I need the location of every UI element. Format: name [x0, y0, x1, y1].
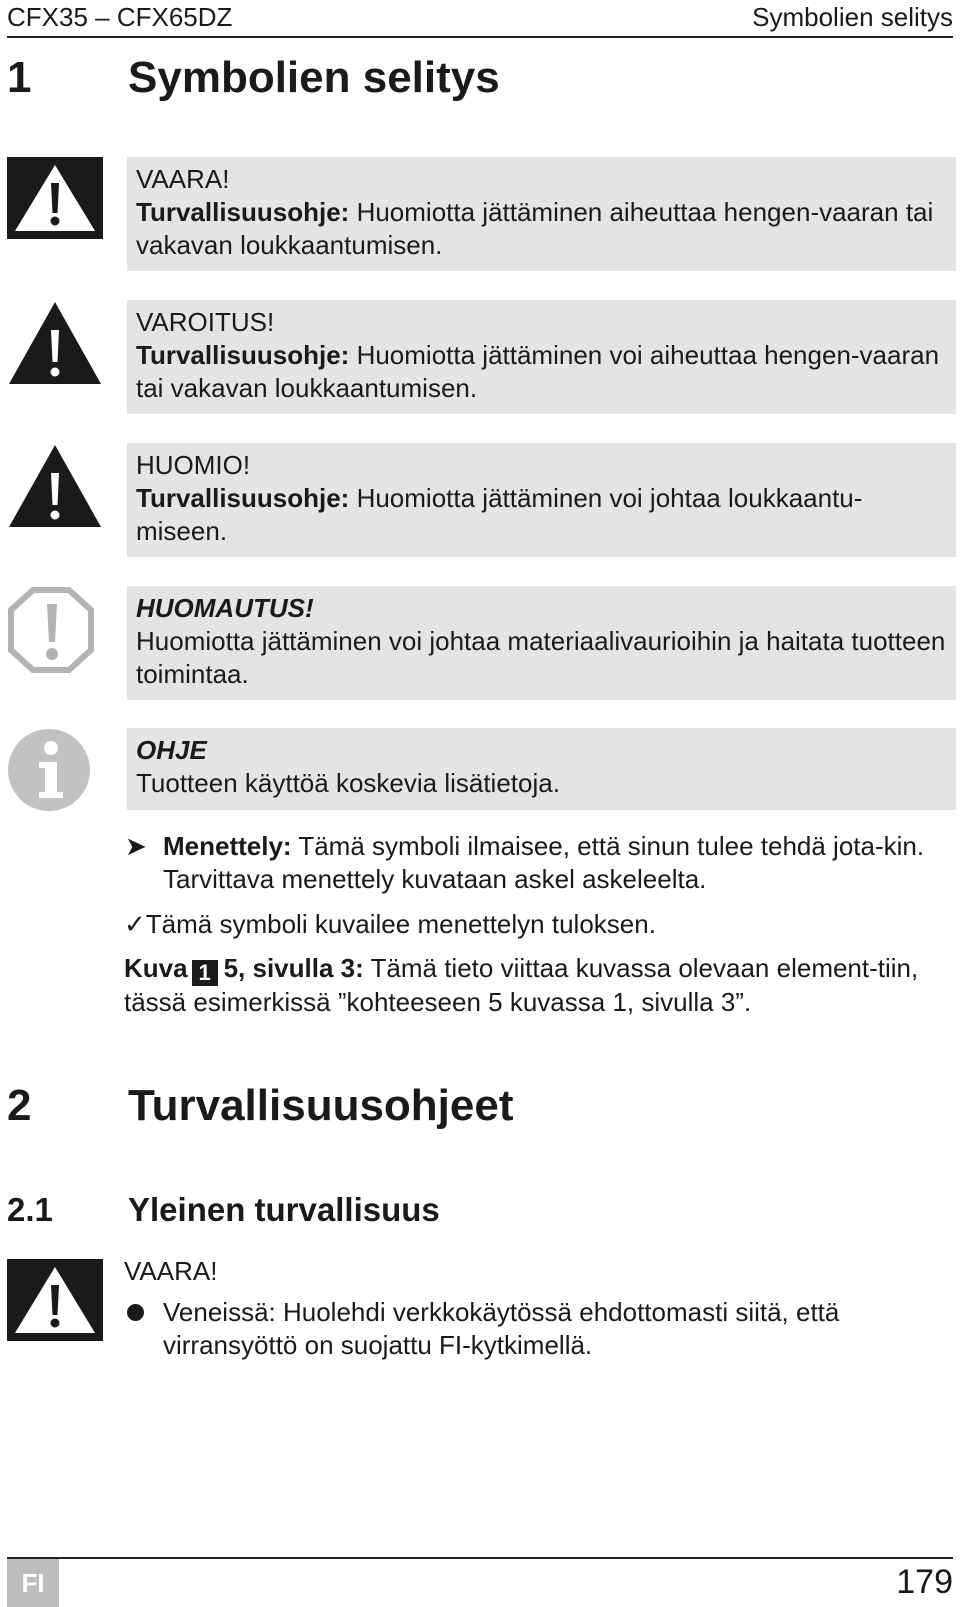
figure-reference-text: Tämä tieto viittaa kuvassa olevaan element-tiin, tässä esimerkissä ”kohteeseen 5 kuvassa 1, sivulla 3”.: [124, 953, 919, 1017]
notice-label: Turvallisuusohje:: [136, 340, 350, 370]
section-title: Symbolien selitys: [128, 53, 500, 102]
result-paragraph: [124, 908, 954, 941]
result-text: Tämä symboli kuvailee menettelyn tuloksen.: [145, 909, 656, 939]
notice-label: Turvallisuusohje:: [136, 197, 350, 227]
page-header: [7, 0, 953, 38]
notice-title: VAROITUS!: [136, 307, 275, 337]
notice-octagon-icon: [7, 586, 103, 674]
section-title: Turvallisuusohjeet: [128, 1081, 514, 1130]
checkmark-icon: ✓: [124, 909, 146, 939]
notice-danger: [127, 157, 956, 271]
notice-text: Huomiotta jättäminen voi aiheuttaa hengen-vaaran tai vakavan loukkaantumisen.: [136, 340, 940, 403]
danger-triangle-icon: [7, 1259, 103, 1341]
notice-text: Huomiotta jättäminen voi johtaa loukkaantu-miseen.: [136, 483, 863, 546]
figure-reference-paragraph: [124, 952, 954, 1019]
footer-rule: [7, 1557, 953, 1559]
notice-title: VAARA!: [136, 164, 230, 194]
warning-triangle-icon: [7, 300, 103, 388]
section-number: 1: [7, 53, 32, 102]
language-badge: FI: [7, 1559, 59, 1607]
page-number: 179: [896, 1563, 953, 1601]
header-model: CFX35 – CFX65DZ: [7, 2, 233, 32]
figure-label-end: 5, sivulla 3:: [223, 953, 364, 983]
notice-label: Turvallisuusohje:: [136, 483, 350, 513]
procedure-label: Menettely:: [163, 831, 292, 861]
notice-caution: [127, 443, 956, 557]
danger-triangle-icon: [7, 157, 103, 239]
notice-warning: [127, 300, 956, 414]
notice-title: HUOMAUTUS!: [136, 593, 314, 623]
bullet-icon: [127, 1304, 144, 1321]
notice-title: HUOMIO!: [136, 450, 251, 480]
notice-text: Huomiotta jättäminen voi johtaa materiaalivaurioihin ja haitata tuotteen toimintaa.: [136, 626, 946, 689]
notice-property-damage: [127, 586, 956, 700]
section-number: 2: [7, 1081, 32, 1130]
danger-title: VAARA!: [124, 1256, 218, 1286]
danger-item-text: Veneissä: Huolehdi verkkokäytössä ehdottomasti siitä, että virransyöttö on suojattu FI-kytkimellä.: [163, 1297, 840, 1360]
notice-text: Huomiotta jättäminen aiheuttaa hengen-vaaran tai vakavan loukkaantumisen.: [136, 197, 934, 260]
notice-text: Tuotteen käyttöä koskevia lisätietoja.: [136, 768, 560, 798]
notice-title: OHJE: [136, 735, 207, 765]
caution-triangle-icon: [7, 443, 103, 531]
notice-info: [127, 728, 956, 810]
section-title: Yleinen turvallisuus: [128, 1191, 440, 1228]
section-number: 2.1: [7, 1191, 53, 1228]
procedure-paragraph: [163, 830, 953, 896]
figure-label-start: Kuva: [124, 953, 188, 983]
figure-number-badge: 1: [192, 960, 218, 986]
procedure-arrow-icon: ➤: [125, 831, 147, 861]
header-chapter: Symbolien selitys: [752, 2, 953, 32]
procedure-text: Tämä symboli ilmaisee, että sinun tulee tehdä jota-kin. Tarvittava menettely kuvataan askel askeleelta.: [163, 831, 925, 894]
info-icon: [7, 728, 103, 816]
